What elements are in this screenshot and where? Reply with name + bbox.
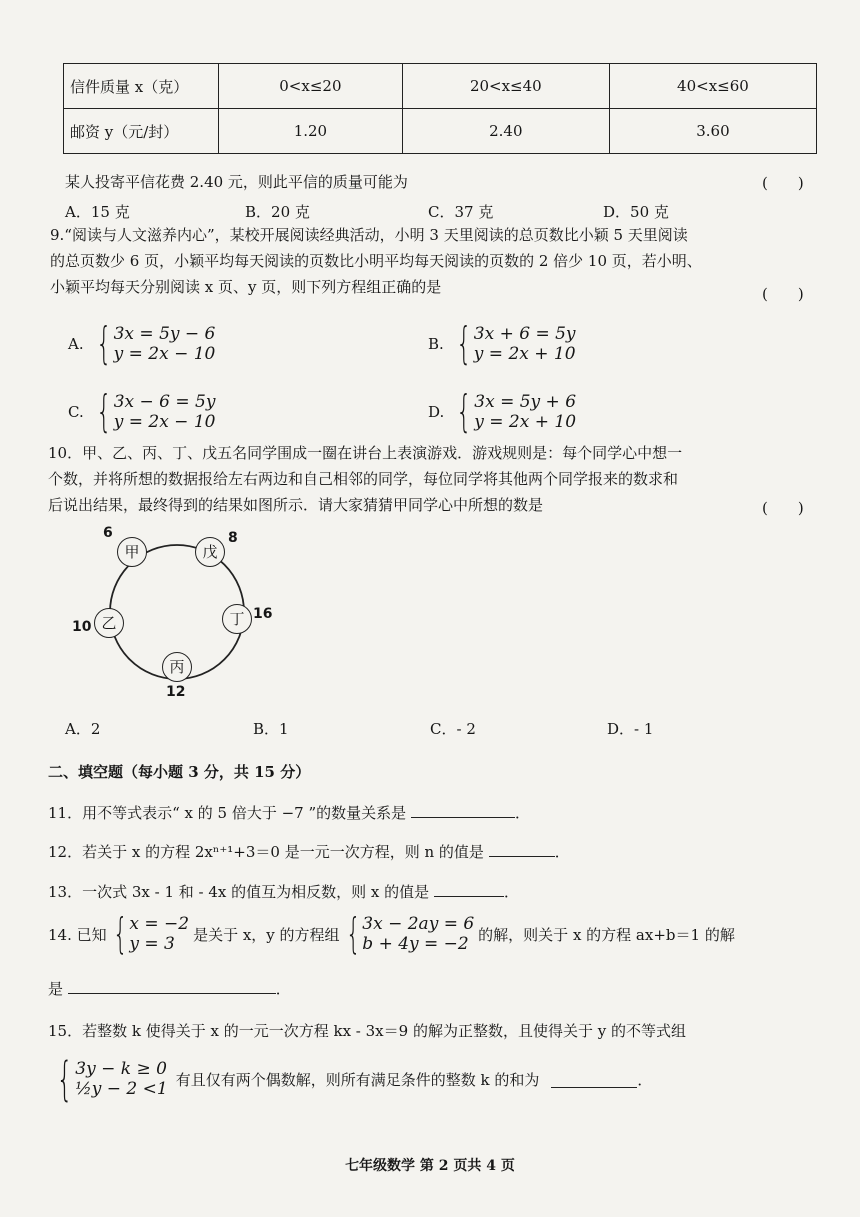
postage-table — [63, 63, 817, 154]
brace-icon: { — [95, 318, 112, 369]
period: ． — [275, 980, 291, 998]
option-label: C. — [68, 403, 84, 421]
period: ． — [514, 804, 530, 822]
text-line: 9.“阅读与人文滋养内心”，某校开展阅读经典活动，小明 3 天里阅读的总页数比小颖 5 天里阅读 — [50, 226, 688, 244]
text-line: 个数，并将所想的数据报给左右两边和自己相邻的同学，每位同学将其他两个同学报来的数求和 — [48, 469, 679, 488]
question-text: 是 — [48, 980, 64, 998]
text-line: 的总页数少 6 页，小颖平均每天阅读的页数比小明平均每天阅读的页数的 2 倍少 10 页，若小明、 — [50, 251, 702, 270]
student-ding: 丁 — [222, 604, 252, 634]
value-ding: 16 — [253, 606, 273, 622]
brace-icon: { — [345, 909, 361, 958]
question-text: 有且仅有两个偶数解，则所有满足条件的整数 k 的和为 — [175, 1070, 540, 1089]
section-heading: 二、填空题（每小题 3 分，共 15 分） — [48, 763, 311, 781]
equation: 3x − 2ay = 6 — [362, 913, 475, 934]
option-d-system — [428, 386, 577, 437]
value-wu: 8 — [228, 530, 238, 546]
equation: x = −2 — [129, 913, 190, 934]
student-wu: 戊 — [195, 537, 225, 567]
answer-blank[interactable] — [489, 840, 555, 857]
brace-icon: { — [96, 386, 112, 437]
q15-line2 — [50, 1052, 653, 1106]
option-c-system — [68, 386, 216, 437]
student-bing: 丙 — [162, 652, 192, 682]
answer-blank[interactable] — [68, 977, 276, 994]
brace-icon: { — [112, 909, 128, 958]
text-line: 后说出结果，最终得到的结果如图所示．请大家猜猜甲同学心中所想的数是 — [48, 495, 544, 514]
value-yi: 10 — [72, 619, 92, 635]
brace-icon: { — [456, 386, 472, 437]
period: ． — [503, 883, 519, 901]
equation: y = 3 — [129, 934, 175, 954]
option-a: A．15 克 — [65, 203, 130, 221]
brace-icon: { — [56, 1052, 73, 1106]
equation: y = 2x − 10 — [113, 412, 216, 432]
page-footer: 七年级数学 第 2 页共 4 页 — [345, 1158, 515, 1174]
option-d: D．- 1 — [607, 720, 654, 738]
option-b-system — [428, 318, 576, 369]
question-text: 的解，则关于 x 的方程 ax+b＝1 的解 — [478, 925, 735, 944]
q13 — [48, 880, 519, 906]
q8-stem: 某人投寄平信花费 2.40 元，则此平信的质量可能为 — [65, 173, 408, 191]
q12 — [48, 840, 570, 866]
option-d: D．50 克 — [603, 203, 669, 221]
value-jia: 6 — [103, 525, 113, 541]
table-cell: 2.40 — [402, 109, 609, 154]
table-cell: 3.60 — [609, 109, 816, 154]
table-row — [64, 109, 817, 154]
equation: 3x − 6 = 5y — [113, 391, 216, 412]
text-line: 10．甲、乙、丙、丁、戊五名同学围成一圈在讲台上表演游戏．游戏规则是：每个同学心中想一 — [48, 444, 683, 462]
answer-blank[interactable] — [551, 1071, 637, 1088]
question-text: 13．一次式 3x - 1 和 - 4x 的值互为相反数，则 x 的值是 — [48, 883, 430, 901]
answer-blank[interactable] — [411, 801, 515, 818]
table-row — [64, 64, 817, 109]
value-bing: 12 — [166, 684, 186, 700]
option-a-system — [68, 318, 216, 369]
q10-stem — [48, 441, 838, 518]
question-text: 11．用不等式表示“ x 的 5 倍大于 −7 ”的数量关系是 — [48, 804, 407, 822]
option-label: D. — [428, 403, 445, 421]
option-b: B．20 克 — [245, 203, 310, 221]
inequality: 3y − k ≥ 0 — [75, 1058, 167, 1079]
student-jia: 甲 — [117, 537, 147, 567]
option-label: B. — [428, 335, 444, 353]
q14 — [48, 909, 735, 958]
table-cell: 0<x≤20 — [219, 64, 403, 109]
equation: 3x = 5y + 6 — [474, 391, 577, 412]
answer-paren: ( ) — [762, 174, 804, 192]
equation: b + 4y = −2 — [362, 934, 469, 954]
equation: y = 2x + 10 — [474, 412, 577, 432]
q9-stem — [50, 223, 830, 300]
brace-icon: { — [456, 318, 472, 369]
option-c: C．37 克 — [428, 203, 494, 221]
option-label: A. — [68, 335, 84, 353]
q14-line2 — [48, 977, 291, 1003]
equation: 3x + 6 = 5y — [473, 323, 576, 344]
period: ． — [637, 1070, 653, 1089]
text-line: 小颖平均每天分别阅读 x 页、y 页，则下列方程组正确的是 — [50, 277, 442, 296]
period: ． — [554, 843, 570, 861]
question-text: 是关于 x，y 的方程组 — [193, 925, 340, 944]
equation: y = 2x + 10 — [473, 344, 576, 364]
equation: 3x = 5y − 6 — [113, 323, 216, 344]
table-cell: 信件质量 x（克） — [64, 64, 219, 109]
option-b: B．1 — [253, 720, 289, 738]
table-cell: 1.20 — [219, 109, 403, 154]
student-yi: 乙 — [94, 608, 124, 638]
table-cell: 40<x≤60 — [609, 64, 816, 109]
table-cell: 20<x≤40 — [402, 64, 609, 109]
option-a: A．2 — [65, 720, 101, 738]
answer-paren: ( ) — [762, 285, 804, 303]
answer-blank[interactable] — [434, 880, 504, 897]
question-text: 14. 已知 — [48, 925, 107, 944]
question-text: 12．若关于 x 的方程 2xⁿ⁺¹+3＝0 是一元一次方程，则 n 的值是 — [48, 843, 484, 861]
answer-paren: ( ) — [762, 499, 804, 517]
equation: y = 2x − 10 — [113, 344, 216, 364]
q15-line1: 15．若整数 k 使得关于 x 的一元一次方程 kx - 3x＝9 的解为正整数，且使得关于 y 的不等式组 — [48, 1022, 686, 1040]
table-cell: 邮资 y（元/封） — [64, 109, 219, 154]
inequality: ½y − 2 <1 — [75, 1079, 168, 1099]
option-c: C．- 2 — [430, 720, 476, 738]
q11 — [48, 801, 530, 827]
